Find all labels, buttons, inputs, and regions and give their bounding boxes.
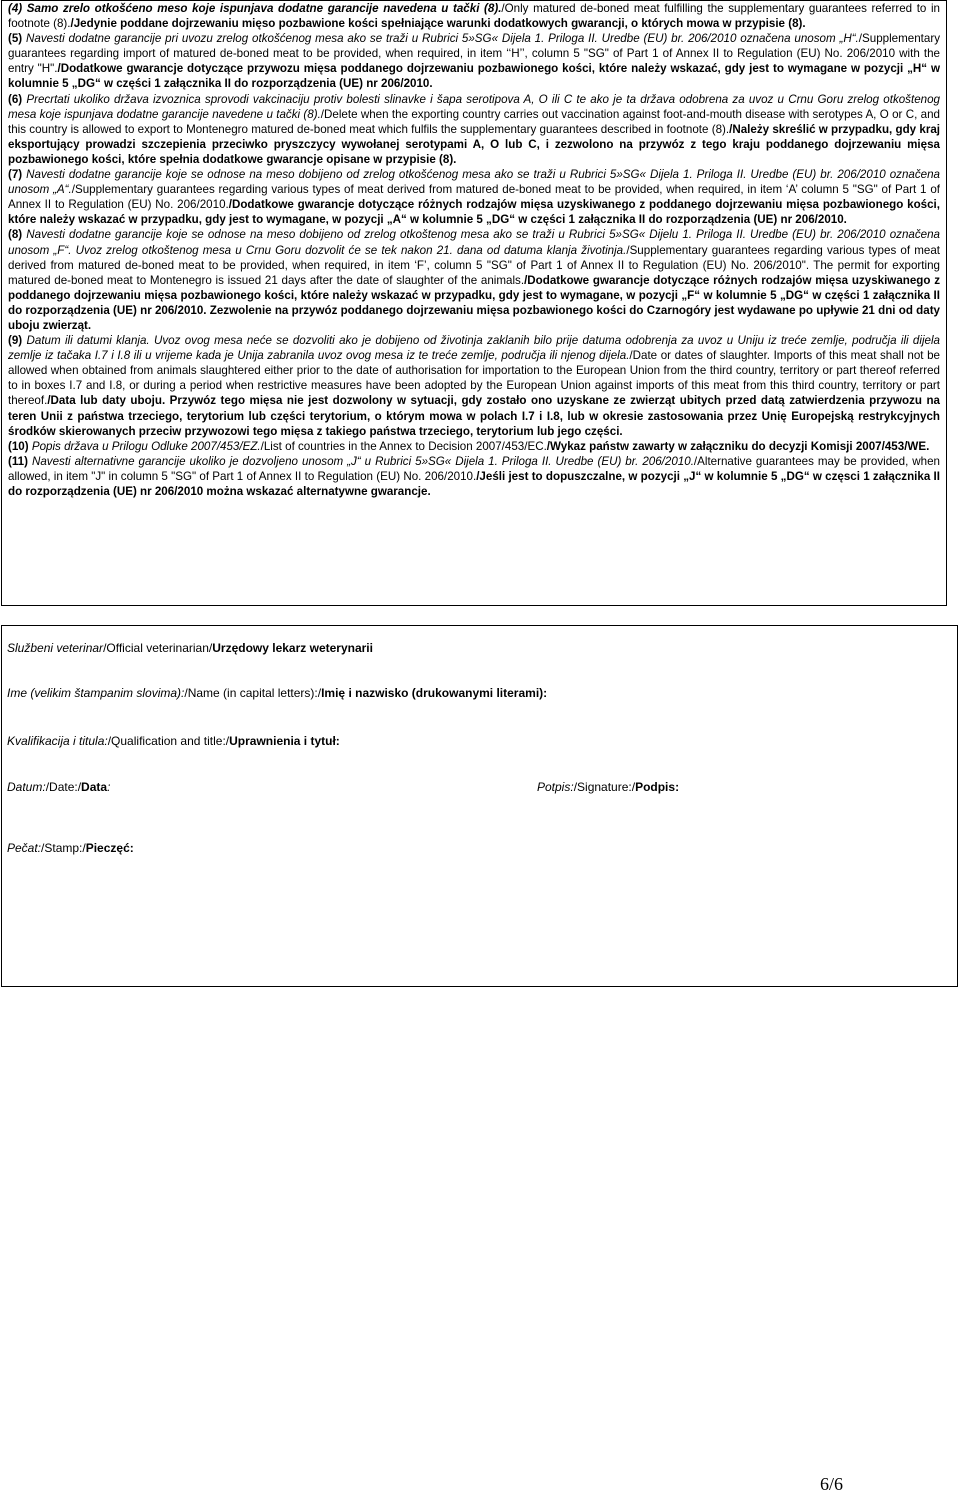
- note-6-hr: Precrtati ukoliko država izvoznica sprovodi vakcinaciju protiv bolesti slinavke i šapa serotipova A, O ili C te ako je ta država odobrena za uvoz u Crnu Goru zrelog otkoštenog mesa koje ispunjava dodatne garancije navedene u tački (8).: [8, 92, 940, 121]
- official-veterinarian-field: [7, 641, 373, 655]
- note-7-hr: Navesti dodatne garancije koje se odnose na meso dobijeno od zrelog otkošćenog mesa ako se traži u Rubrici 5»SG« Dijela 1. Priloga II. Uredbe (EU) br. 206/2010 označena unosom „A“.: [8, 168, 940, 197]
- note-7: [8, 167, 940, 227]
- note-9: [8, 333, 940, 439]
- note-10-hr: Popis država u Prilogu Odluke 2007/453/EZ.: [28, 439, 261, 453]
- note-8-number: (8): [8, 228, 23, 242]
- note-11-en: /Alternative guarantees may be provided, when allowed, in item "J" in column 5 "SG" of Part 1 of Annex II to Regulation (EU) No. 206/2010.: [8, 454, 940, 483]
- official-veterinarian-pl: Urzędowy lekarz weterynarii: [212, 641, 373, 655]
- qualification-label-hr: Kvalifikacija i titula:: [7, 734, 108, 748]
- date-label-pl: Data: [81, 780, 108, 794]
- signature-label-hr: Potpis:: [537, 780, 574, 794]
- note-4-pl: /Jedynie poddane dojrzewaniu mięso pozbawione kości spełniające warunki dodatkowych gwarancji, o których mowa w przypisie (8).: [70, 17, 806, 31]
- note-6-pl: /Należy skreślić w przypadku, gdy kraj eksportujący prowadzi szczepienia przeciwko pryszczycy wywołanej serotypami A, O lub C, i zezwolono na przywóz z tego kraju poddanego dojrzewaniu mięsa pozbawionego kości, które spełnia dodatkowe gwarancje opisane w przypisie (8).: [8, 122, 940, 166]
- note-7-en: /Supplementary guarantees regarding various types of meat derived from matured de-boned meat to be provided, when required, in item ‘A’ column 5 "SG" of Part 1 of Annex II to Regulation (EU) No. 206/2010.: [8, 183, 940, 212]
- note-9-pl: /Data lub daty uboju. Przywóz tego mięsa nie jest dozwolony w sytuacji, gdy zostało ono uzyskane ze zwierząt ubitych przed datą zatwierdzenia przywozu na teren Unii z państwa trzeciego, terytorium lub części terytorium, o którym mowa w polach I.7 i I.8, lub w okresie zastosowania przez Unię Europejską restrykcyjnych środków skierowanych przeciw przywozowi tego mięsa z takiego państwa trzeciego, terytorium lub jego części.: [8, 394, 940, 438]
- note-5: [8, 31, 940, 91]
- name-label-en: /Name (in capital letters):/: [184, 686, 322, 700]
- date-label-colon: :: [107, 780, 111, 794]
- page-number: 6/6: [820, 1474, 844, 1494]
- note-11-pl: /Jeśli jest to dopuszczalne, w pozycji „J“ w kolumnie 5 „DG“ w częsci 1 załącznika II do rozporządzenia (UE) nr 206/2010 można wskazać alternatywne gwarancje.: [8, 469, 940, 498]
- note-6: [8, 92, 940, 167]
- name-label-hr: Ime (velikim štampanim slovima):: [7, 686, 185, 700]
- note-11-hr: Navesti alternativne garancije ukoliko je dozvoljeno unosom „J“ u Rubrici 5»SG« Dijela 1. Priloga II. Uredbe (EU) br. 206/2010.: [27, 454, 694, 468]
- qualification-label-pl: Uprawnienia i tytuł:: [229, 734, 340, 748]
- note-7-pl: /Dodatkowe gwarancje dotyczące różnych rodzajów mięsa uzyskiwanego z poddanego dojrzewaniu mięsa pozbawionego kości, które należy wskazać w przypadku, gdy jest to wymagane, w pozycji „A“ w kolumnie 5 „DG“ w części 1 załącznika II do rozporządzenia (UE) nr 206/2010.: [8, 198, 940, 227]
- signature-field: [537, 780, 679, 794]
- signature-label-en: /Signature:/: [573, 780, 636, 794]
- note-9-hr: Datum ili datumi klanja. Uvoz ovog mesa neće se dozvoliti ako je dobijeno od životinja zaklanih bilo prije datuma odobrenja za uvoz u Uniju iz treće zemlje, područja ili dijela zemlje iz tačaka I.7 i I.8 ili u vrijeme kada je Unija zabranila uvoz ovog mesa iz te treće zemlje, područja ili njenog dijela.: [8, 334, 940, 363]
- note-8-hr: Navesti dodatne garancije koje se odnose na meso dobijeno od zrelog otkoštenog mesa ako se traži u Rubrici 5»SG« Dijelu 1. Priloga II. Uredbe (EU) br. 206/2010 označena unosom „F“. Uvoz zrelog otkoštenog mesa u Crnu Goru dozvolit će se tek nakon 21. dana od datuma klanja životinja.: [8, 228, 940, 257]
- note-9-number: (9): [8, 334, 23, 348]
- signature-box: [1, 625, 958, 987]
- qualification-field: [7, 734, 340, 748]
- name-label-pl: Imię i nazwisko (drukowanymi literami):: [321, 686, 548, 700]
- date-label-en: /Date:/: [45, 780, 82, 794]
- date-field: [7, 780, 110, 794]
- note-5-hr: Navesti dodatne garancije pri uvozu zrelog otkošćenog mesa ako se traži u Rubrici 5»SG« Dijela 1. Priloga II. Uredbe (EU) br. 206/2010 označena unosom „H“.: [22, 32, 859, 46]
- note-10-en: /List of countries in the Annex to Decision 2007/453/EC.: [260, 439, 547, 453]
- note-11: [8, 454, 940, 499]
- note-4-hr: (4) Samo zrelo otkošćeno meso koje ispunjava dodatne garancije navedena u tački (8).: [8, 2, 502, 15]
- note-7-number: (7): [8, 168, 23, 182]
- note-8-pl: /Dodatkowe gwarancje dotyczące różnych rodzajów mięsa uzyskiwanego z poddanego dojrzewaniu mięsa pozbawionego kości, które należy wskazać w przypadku, gdy jest to wymagane, w pozycji „F“ w kolumnie 5 „DG“ w części 1 załącznika II do rozporządzenia (UE) nr 206/2010. Zezwolenie na przywóz poddanego dojrzewaniu mięsa pozbawionego kości do Czarnogóry jest wydawane po upływie 21 dni od daty uboju zwierząt.: [8, 273, 940, 332]
- note-10-number: (10): [8, 439, 29, 453]
- note-9-en: /Date or dates of slaughter. Imports of this meat shall not be allowed when obtained from animals slaughtered either prior to the date of authorisation for importation to the European Union from the third country, territory or part thereof referred to in boxes I.7 and I.8, or during a period when restrictive measures have been adopted by the European Union against imports of this meat from this third country, territory or part thereof.: [8, 349, 940, 408]
- footnotes-box: [1, 0, 947, 606]
- signature-label-pl: Podpis:: [635, 780, 680, 794]
- name-field: [7, 686, 547, 700]
- date-label-hr: Datum:: [7, 780, 46, 794]
- note-4: [8, 1, 940, 31]
- stamp-label-hr: Pečat:: [7, 841, 42, 855]
- note-5-pl: /Dodatkowe gwarancje dotyczące przywozu mięsa poddanego dojrzewaniu pozbawionego kości, które należy wskazać, gdy jest to wymagane w pozycji „H“ w kolumnie 5 „DG“ w części 1 załącznika II do rozporządzenia (UE) nr 206/2010.: [8, 62, 940, 91]
- stamp-label-en: /Stamp:/: [41, 841, 86, 855]
- note-4-en: /Only matured de-boned meat fulfilling the supplementary guarantees referred to in footnote (8).: [8, 2, 940, 31]
- official-veterinarian-hr: Službeni veterinar: [7, 641, 104, 655]
- note-5-en: /Supplementary guarantees regarding import of matured de-boned meat to be provided, when required, in item ‘‘H’’, column 5 "SG" of Part 1 of Annex II to Regulation (EU) No. 206/2010 with the entry "H".: [8, 32, 940, 76]
- stamp-label-pl: Pieczęć:: [85, 841, 134, 855]
- note-6-number: (6): [8, 92, 23, 106]
- note-5-number: (5): [8, 32, 23, 46]
- note-8: [8, 227, 940, 333]
- note-6-en: /Delete when the exporting country carries out vaccination against foot-and-mouth disease with serotypes A, O or C, and this country is allowed to export to Montenegro matured de-boned meat which fulfils the supplementary guarantees described in footnote (8).: [8, 107, 940, 136]
- stamp-field: [7, 841, 134, 855]
- qualification-label-en: /Qualification and title:/: [107, 734, 230, 748]
- note-8-en: /Supplementary guarantees regarding various types of meat derived from matured de-boned meat to be provided, when required, in item ‘F’, column 5 "SG" of Part 1 of Annex II to Regulation (EU) No. 206/2010". The permit for exporting matured de-boned meat to Montenegro is issued 21 days after the date of slaughter of the animals.: [8, 243, 940, 287]
- note-10: [8, 439, 940, 454]
- note-11-number: (11): [8, 454, 28, 468]
- official-veterinarian-en: /Official veterinarian/: [103, 641, 213, 655]
- note-10-pl: /Wykaz państw zawarty w załączniku do decyzji Komisji 2007/453/WE.: [546, 439, 930, 453]
